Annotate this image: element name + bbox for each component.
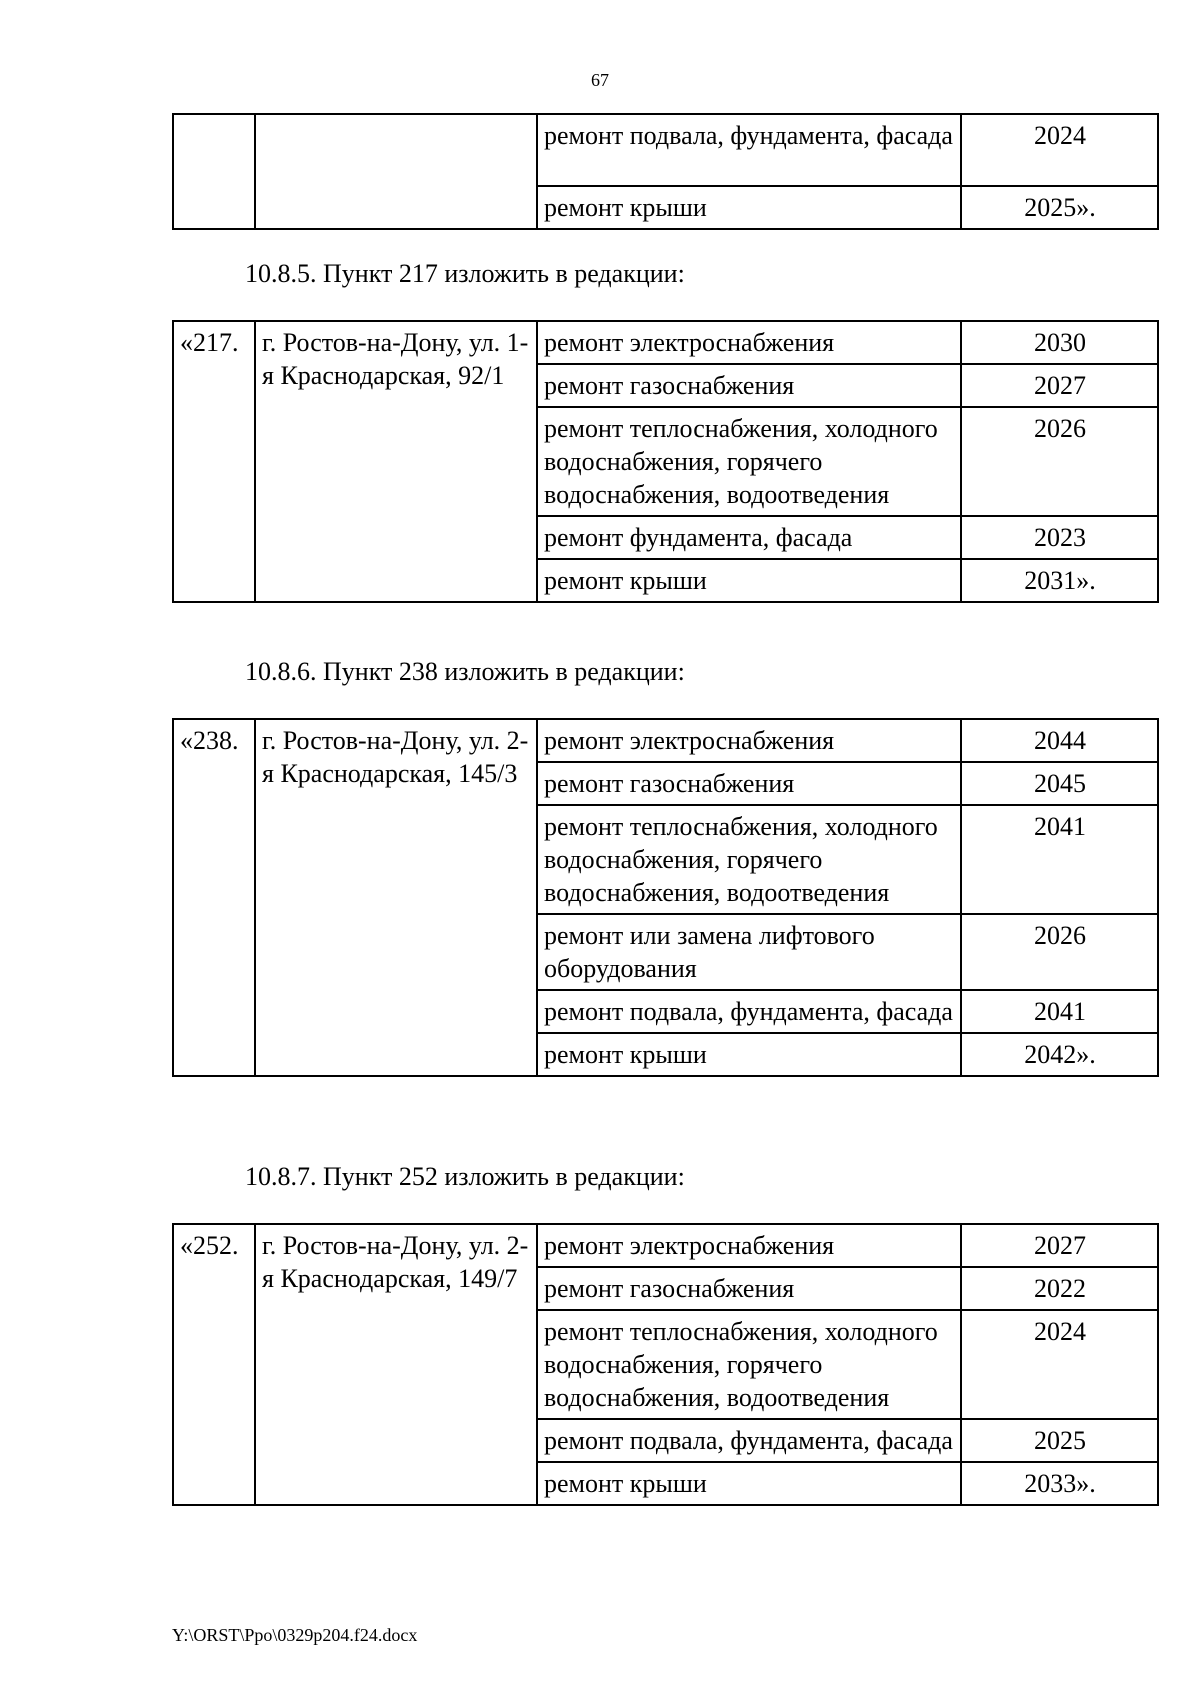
year-cell: 2022 bbox=[961, 1267, 1158, 1310]
year-cell: 2030 bbox=[961, 321, 1158, 364]
table-row bbox=[173, 321, 1158, 364]
year-cell: 2031». bbox=[961, 559, 1158, 602]
year-cell: 2045 bbox=[961, 762, 1158, 805]
work-cell: ремонт крыши bbox=[537, 186, 961, 229]
item-number-cell: «238. bbox=[173, 719, 255, 1076]
section-heading-217: 10.8.5. Пункт 217 изложить в редакции: bbox=[245, 259, 685, 288]
year-cell: 2033». bbox=[961, 1462, 1158, 1505]
year-cell: 2042». bbox=[961, 1033, 1158, 1076]
year-cell: 2027 bbox=[961, 1224, 1158, 1267]
address-cell: г. Ростов-на-Дону, ул. 1-я Краснодарская, 92/1 bbox=[255, 321, 537, 602]
work-cell: ремонт теплоснабжения, холодного водоснабжения, горячего водоснабжения, водоотведения bbox=[537, 1310, 961, 1419]
year-cell: 2023 bbox=[961, 516, 1158, 559]
work-cell: ремонт крыши bbox=[537, 1033, 961, 1076]
table-item-252 bbox=[172, 1223, 1159, 1506]
address-cell: г. Ростов-на-Дону, ул. 2-я Краснодарская, 149/7 bbox=[255, 1224, 537, 1505]
section-heading-252: 10.8.7. Пункт 252 изложить в редакции: bbox=[245, 1162, 685, 1191]
year-cell: 2041 bbox=[961, 805, 1158, 914]
work-cell: ремонт или замена лифтового оборудования bbox=[537, 914, 961, 990]
table-item-217 bbox=[172, 320, 1159, 603]
table-row bbox=[173, 114, 1158, 186]
table-item-238 bbox=[172, 718, 1159, 1077]
year-cell: 2044 bbox=[961, 719, 1158, 762]
year-cell: 2041 bbox=[961, 990, 1158, 1033]
table-continuation bbox=[172, 113, 1159, 230]
year-cell: 2026 bbox=[961, 914, 1158, 990]
work-cell: ремонт фундамента, фасада bbox=[537, 516, 961, 559]
work-cell: ремонт крыши bbox=[537, 1462, 961, 1505]
year-cell: 2026 bbox=[961, 407, 1158, 516]
table-row bbox=[173, 1224, 1158, 1267]
year-cell: 2024 bbox=[961, 1310, 1158, 1419]
work-cell: ремонт газоснабжения bbox=[537, 1267, 961, 1310]
section-heading-238: 10.8.6. Пункт 238 изложить в редакции: bbox=[245, 657, 685, 686]
work-cell: ремонт теплоснабжения, холодного водоснабжения, горячего водоснабжения, водоотведения bbox=[537, 407, 961, 516]
table-row bbox=[173, 719, 1158, 762]
item-number-cell bbox=[173, 114, 255, 229]
year-cell: 2024 bbox=[961, 114, 1158, 186]
work-cell: ремонт газоснабжения bbox=[537, 762, 961, 805]
item-number-cell: «252. bbox=[173, 1224, 255, 1505]
work-cell: ремонт электроснабжения bbox=[537, 1224, 961, 1267]
work-cell: ремонт газоснабжения bbox=[537, 364, 961, 407]
work-cell: ремонт электроснабжения bbox=[537, 321, 961, 364]
year-cell: 2025 bbox=[961, 1419, 1158, 1462]
work-cell: ремонт подвала, фундамента, фасада bbox=[537, 990, 961, 1033]
work-cell: ремонт подвала, фундамента, фасада bbox=[537, 1419, 961, 1462]
work-cell: ремонт электроснабжения bbox=[537, 719, 961, 762]
year-cell: 2027 bbox=[961, 364, 1158, 407]
item-number-cell: «217. bbox=[173, 321, 255, 602]
work-cell: ремонт крыши bbox=[537, 559, 961, 602]
address-cell bbox=[255, 114, 537, 229]
file-path-footer: Y:\ORST\Ppo\0329p204.f24.docx bbox=[172, 1625, 418, 1645]
year-cell: 2025». bbox=[961, 186, 1158, 229]
work-cell: ремонт теплоснабжения, холодного водоснабжения, горячего водоснабжения, водоотведения bbox=[537, 805, 961, 914]
work-cell: ремонт подвала, фундамента, фасада bbox=[537, 114, 961, 186]
page-number: 67 bbox=[591, 70, 609, 90]
address-cell: г. Ростов-на-Дону, ул. 2-я Краснодарская, 145/3 bbox=[255, 719, 537, 1076]
